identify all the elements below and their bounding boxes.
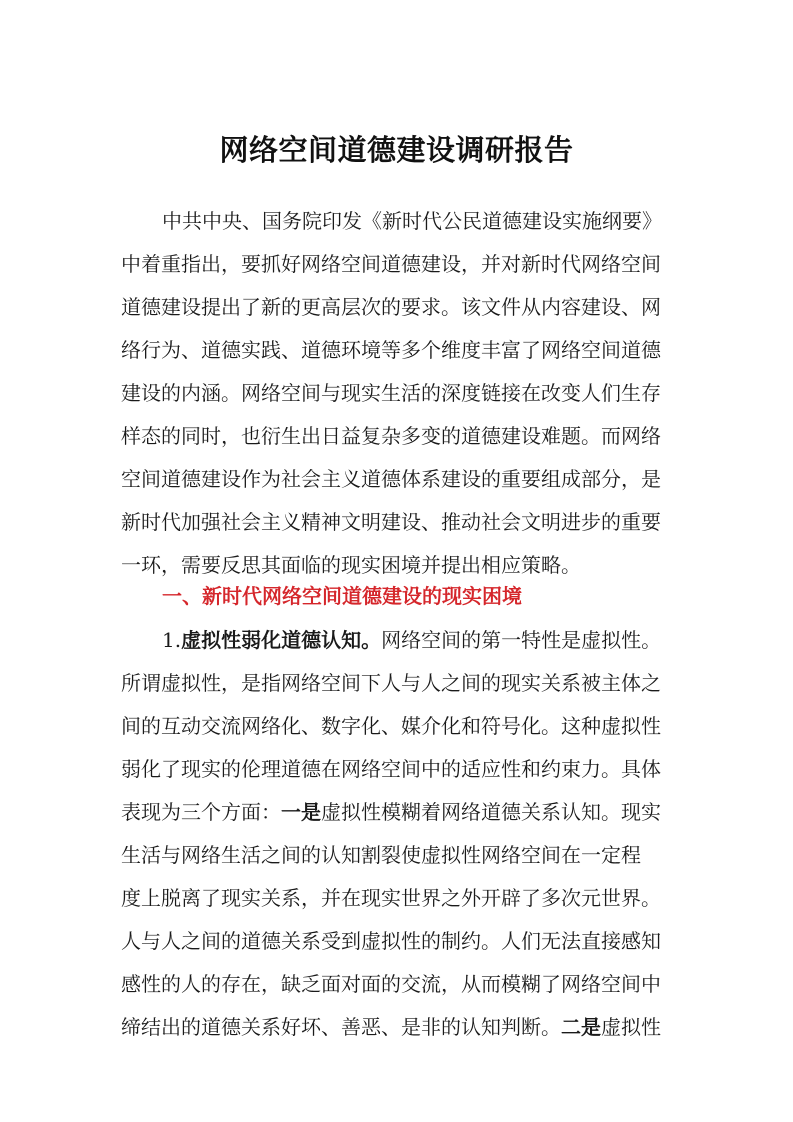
point-term: 虚拟性弱化道德认知。: [181, 628, 382, 652]
text-line: 新时代加强社会主义精神文明建设、推动社会文明进步的重要: [121, 510, 661, 534]
text-line: 建设的内涵。网络空间与现实生活的深度链接在改变人们生存: [121, 381, 661, 405]
text-fragment: 表现为三个方面：: [121, 800, 281, 824]
document-title: 网络空间道德建设调研报告: [219, 133, 574, 167]
text-line: 感性的人的存在，缺乏面对面的交流，从而模糊了网络空间中: [121, 972, 661, 996]
text-line: 空间道德建设作为社会主义道德体系建设的重要组成部分，是: [121, 467, 661, 491]
text-line: 人与人之间的道德关系受到虚拟性的制约。人们无法直接感知: [121, 929, 661, 953]
text-line: 弱化了现实的伦理道德在网络空间中的适应性和约束力。具体: [121, 757, 661, 781]
text-fragment: 网络空间的第一特性是虚拟性。: [381, 628, 662, 652]
text-line: 所谓虚拟性，是指网络空间下人与人之间的现实关系被主体之: [121, 671, 661, 695]
text-line: [121, 1006, 677, 1049]
text-line: 一环，需要反思其面临的现实困境并提出相应策略。: [121, 553, 581, 577]
intro-paragraph: [121, 200, 677, 587]
text-line: 中共中央、国务院印发《新时代公民道德建设实施纲要》: [162, 209, 662, 233]
text-line: 中着重指出，要抓好网络空间道德建设，并对新时代网络空间: [121, 252, 661, 276]
point-number: 1.: [162, 628, 182, 652]
enumeration-term: 一是: [281, 800, 321, 824]
text-line: 样态的同时，也衍生出日益复杂多变的道德建设难题。而网络: [121, 424, 661, 448]
text-line: [121, 619, 677, 662]
text-line: 道德建设提出了新的更高层次的要求。该文件从内容建设、网: [121, 295, 661, 319]
enumeration-term: 二是: [561, 1015, 601, 1039]
text-line: [121, 791, 677, 834]
point1-paragraph: [121, 619, 677, 1049]
text-line: 生活与网络生活之间的认知割裂使虚拟性网络空间在一定程: [121, 843, 641, 867]
text-fragment: 虚拟性: [601, 1015, 661, 1039]
text-line: 络行为、道德实践、道德环境等多个维度丰富了网络空间道德: [121, 338, 661, 362]
text-line: 间的互动交流网络化、数字化、媒介化和符号化。这种虚拟性: [121, 714, 661, 738]
text-fragment: 缔结出的道德关系好坏、善恶、是非的认知判断。: [121, 1015, 561, 1039]
section-heading: 一、新时代网络空间道德建设的现实困境: [162, 584, 522, 608]
text-fragment: 虚拟性模糊着网络道德关系认知。现实: [321, 800, 661, 824]
text-line: 度上脱离了现实关系，并在现实世界之外开辟了多次元世界。: [121, 886, 661, 910]
